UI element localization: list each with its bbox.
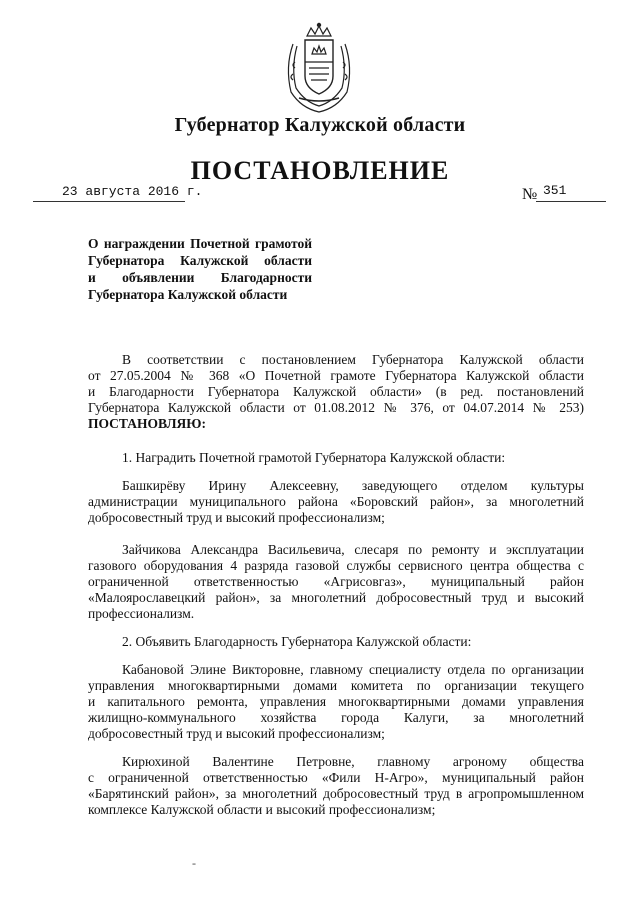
- award-1-line: администрации муниципального района «Боровский район», за многолетний: [88, 494, 584, 509]
- thanks-recipient-1: [88, 662, 584, 742]
- preamble-line: Губернатора Калужской области от 01.08.2012 № 376, от 04.07.2014 № 253): [88, 400, 584, 415]
- thanks-recipient-2: [88, 754, 584, 818]
- number-label: №: [522, 186, 538, 203]
- item-1-heading: [88, 450, 584, 466]
- item-2-text: 2. Объявить Благодарность Губернатора Калужской области:: [122, 634, 472, 649]
- award-2-line: Зайчикова Александра Васильевича, слесаря по ремонту и эксплуатации: [122, 542, 584, 557]
- preamble-paragraph: [88, 352, 584, 432]
- award-recipient-1: [88, 478, 584, 526]
- thanks-1-line: жилищно-коммунального хозяйства города Калуги, за многолетний: [88, 710, 584, 725]
- award-2-line: профессионализм.: [88, 606, 195, 621]
- award-recipient-2: [88, 542, 584, 622]
- award-2-line: газового оборудования 4 разряда газовой службы сервисного центра общества с: [88, 558, 584, 573]
- subject-line: и объявлении Благодарности: [88, 270, 312, 285]
- thanks-1-line: управления многоквартирными домами комитета по организации текущего: [88, 678, 584, 693]
- thanks-1-line: и капитального ремонта, управления многоквартирными домами управления: [88, 694, 584, 709]
- decree-word: ПОСТАНОВЛЯЮ:: [88, 416, 206, 431]
- decree-date: 23 августа 2016 г.: [62, 184, 203, 199]
- thanks-2-line: «Барятинский район», за многолетний добросовестный труд в агропромышленном: [88, 786, 584, 801]
- award-2-line: «Малоярославецкий район», за многолетний добросовестный труд и высокий: [88, 590, 584, 605]
- thanks-2-line: с ограниченной ответственностью «Фили Н-Агро», муниципальный район: [88, 770, 584, 785]
- preamble-line: от 27.05.2004 № 368 «О Почетной грамоте Губернатора Калужской области: [88, 368, 584, 383]
- document-type-title: ПОСТАНОВЛЕНИЕ: [190, 156, 450, 185]
- thanks-2-line: Кирюхиной Валентине Петровне, главному агроному общества: [122, 754, 584, 769]
- decree-subject: [88, 235, 312, 303]
- authority-title: Губернатор Калужской области: [174, 114, 466, 136]
- subject-line: Губернатора Калужской области: [88, 253, 312, 268]
- subject-line: О награждении Почетной грамотой: [88, 236, 312, 251]
- award-1-line: Башкирёву Ирину Алексеевну, заведующего отделом культуры: [122, 478, 584, 493]
- preamble-line: В соответствии с постановлением Губернатора Калужской области: [122, 352, 584, 367]
- award-1-line: добросовестный труд и высокий профессионализм;: [88, 510, 385, 525]
- thanks-2-line: комплексе Калужской области и высокий профессионализм;: [88, 802, 436, 817]
- number-underline: [536, 201, 606, 202]
- preamble-line: и Благодарности Губернатора Калужской области» (в ред. постановлений: [88, 384, 584, 399]
- item-1-text: 1. Наградить Почетной грамотой Губернатора Калужской области:: [122, 450, 506, 465]
- award-2-line: ограниченной ответственностью «Агрисовгаз», муниципальный район: [88, 574, 584, 589]
- subject-line: Губернатора Калужской области: [88, 287, 288, 302]
- thanks-1-line: добросовестный труд и высокий профессионализм;: [88, 726, 385, 741]
- thanks-1-line: Кабановой Элине Викторовне, главному специалисту отдела по организации: [122, 662, 584, 677]
- decree-number: 351: [543, 183, 567, 198]
- page-mark: -: [192, 856, 196, 870]
- date-underline: [33, 201, 185, 202]
- coat-of-arms-emblem: [283, 22, 355, 114]
- item-2-heading: [88, 634, 584, 650]
